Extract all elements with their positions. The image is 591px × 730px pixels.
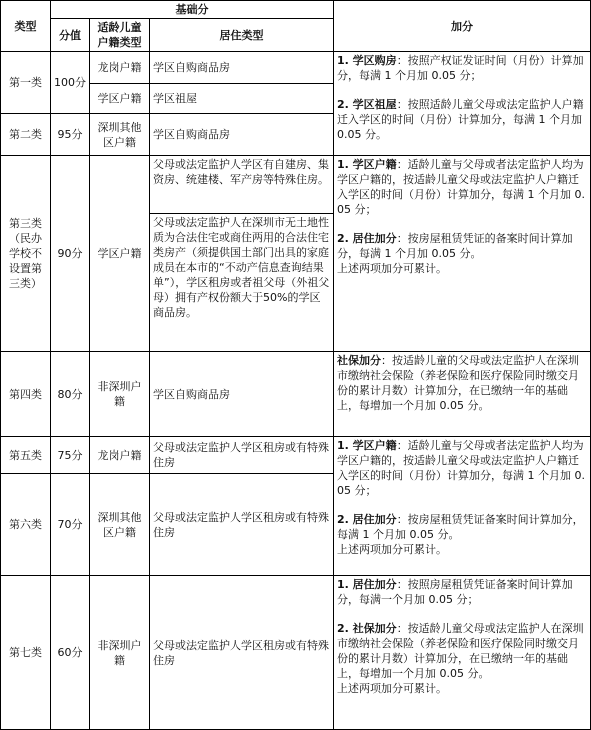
header-basic-score: 基础分 — [51, 1, 334, 19]
bonus-text: ：按照房屋租赁凭证备案时间计算加分，每满一个月加 0.05 分； — [337, 578, 573, 606]
row5-score: 75分 — [51, 437, 90, 474]
row7-type: 第七类 — [1, 576, 51, 730]
header-residence: 居住类型 — [150, 19, 334, 52]
row1-household-b: 学区户籍 — [90, 84, 150, 114]
bonus-label: 1. 学区户籍 — [337, 158, 397, 171]
row6-residence: 父母或法定监护人学区租房或有特殊住房 — [150, 474, 334, 576]
row2-residence: 学区自购商品房 — [150, 114, 334, 156]
bonus-text: ：按照适龄儿童父母或法定监护人户籍迁入学区的时间（月份）计算加分，每满 1 个月加 0.05 分。 — [337, 98, 586, 141]
row7-household: 非深圳户籍 — [90, 576, 150, 730]
row3-household: 学区户籍 — [90, 156, 150, 352]
bonus-cell-4 — [334, 352, 591, 437]
bonus-label: 1. 学区购房 — [337, 54, 397, 67]
row1-type: 第一类 — [1, 52, 51, 114]
row3-type: 第三类（民办学校不设置第三类） — [1, 156, 51, 352]
row2-type: 第二类 — [1, 114, 51, 156]
row1-score: 100分 — [51, 52, 90, 114]
row5-household: 龙岗户籍 — [90, 437, 150, 474]
row6-score: 70分 — [51, 474, 90, 576]
row4-type: 第四类 — [1, 352, 51, 437]
bonus-label: 2. 学区祖屋 — [337, 98, 397, 111]
row7-score: 60分 — [51, 576, 90, 730]
bonus-text: ：按照产权证发证时间（月份）计算加分，每满 1 个月加 0.05 分； — [337, 54, 584, 82]
bonus-label: 2. 居住加分 — [337, 232, 397, 245]
row4-score: 80分 — [51, 352, 90, 437]
row1-household-a: 龙岗户籍 — [90, 52, 150, 84]
row3-residence-a: 父母或法定监护人学区有自建房、集资房、统建楼、军产房等特殊住房。 — [150, 156, 334, 214]
row3-score: 90分 — [51, 156, 90, 352]
bonus-text: ：按适龄儿童的父母或法定监护人在深圳市缴纳社会保险（养老保险和医疗保险同时缴交月份的累计月数）计算加分，在已缴纳一年的基础上，每增加一个月加 0.05 分。 — [337, 354, 580, 412]
bonus-note: 上述两项加分可累计。 — [337, 262, 448, 275]
bonus-text: ：按房屋租赁凭证的备案时间计算加分，每满 1 个月加 0.05 分。 — [337, 232, 573, 260]
row1-residence-a: 学区自购商品房 — [150, 52, 334, 84]
row5-type: 第五类 — [1, 437, 51, 474]
bonus-label: 2. 居住加分 — [337, 513, 397, 526]
row1-residence-b: 学区祖屋 — [150, 84, 334, 114]
bonus-text: ：按适龄儿童父母或法定监护人在深圳市缴纳社会保险（养老保险和医疗保险同时缴交月份的累计月数）计算加分，在已缴纳一年的基础上，每增加一个月加 0.05 分。 — [337, 622, 584, 680]
header-score: 分值 — [51, 19, 90, 52]
bonus-label: 1. 学区户籍 — [337, 439, 397, 452]
row6-type: 第六类 — [1, 474, 51, 576]
header-household: 适龄儿童户籍类型 — [90, 19, 150, 52]
bonus-label: 1. 居住加分 — [337, 578, 397, 591]
row2-score: 95分 — [51, 114, 90, 156]
row3-residence-b: 父母或法定监护人在深圳市无土地性质为合法住宅或商住两用的合法住宅类房产（须提供国土部门出具的家庭成员在本市的“不动产信息查询结果单”），学区租房或者祖父母（外祖父母）拥有产权份额大于50%的学区商品房。 — [150, 214, 334, 352]
header-type: 类型 — [1, 1, 51, 52]
bonus-label: 社保加分 — [337, 354, 382, 367]
bonus-cell-3 — [334, 156, 591, 352]
row4-household: 非深圳户籍 — [90, 352, 150, 437]
bonus-label: 2. 社保加分 — [337, 622, 397, 635]
header-bonus: 加分 — [334, 1, 591, 52]
bonus-cell-5-6 — [334, 437, 591, 576]
row4-residence: 学区自购商品房 — [150, 352, 334, 437]
bonus-text: ：适龄儿童与父母或者法定监护人均为学区户籍的，按适龄儿童父母或法定监护人户籍迁入学区的时间（月份）计算加分，每满 1 个月加 0.05 分； — [337, 439, 585, 497]
bonus-note: 上述两项加分可累计。 — [337, 543, 448, 556]
bonus-cell-7 — [334, 576, 591, 730]
bonus-text: ：适龄儿童与父母或者法定监护人均为学区户籍的，按适龄儿童父母或法定监护人户籍迁入学区的时间（月份）计算加分，每满 1 个月加 0.05 分； — [337, 158, 585, 216]
bonus-text: ：按房屋租赁凭证备案时间计算加分，每满 1 个月加 0.05 分。 — [337, 513, 584, 541]
bonus-cell-1-2 — [334, 52, 591, 156]
bonus-note: 上述两项加分可累计。 — [337, 682, 448, 695]
row7-residence: 父母或法定监护人学区租房或有特殊住房 — [150, 576, 334, 730]
row5-residence: 父母或法定监护人学区租房或有特殊住房 — [150, 437, 334, 474]
row2-household: 深圳其他区户籍 — [90, 114, 150, 156]
row6-household: 深圳其他区户籍 — [90, 474, 150, 576]
